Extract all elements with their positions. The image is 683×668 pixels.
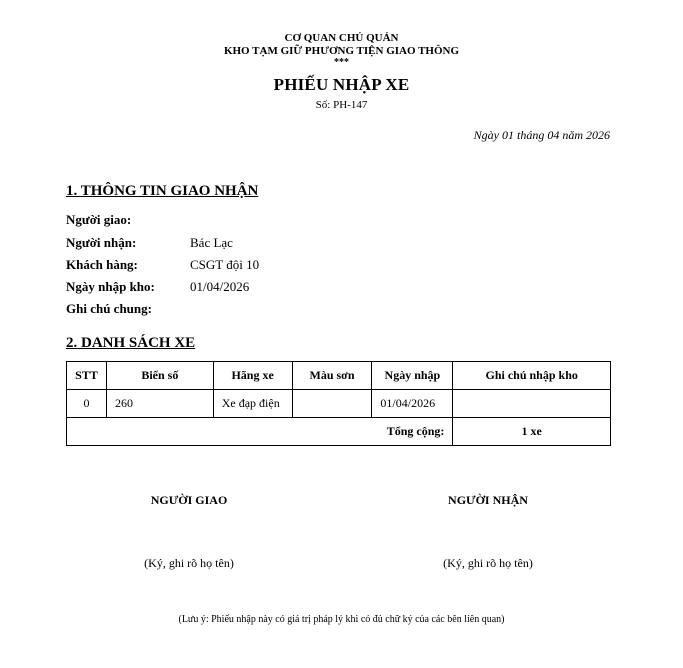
- cell-plate: 260: [106, 390, 213, 418]
- document-date: Ngày 01 tháng 04 năm 2026: [473, 128, 610, 142]
- table-row: [67, 390, 611, 418]
- column-header-plate: Biển số: [106, 362, 213, 390]
- signature-note-receiver: (Ký, ghi rõ họ tên): [443, 556, 533, 570]
- field-label-general-note: Ghi chú chung:: [66, 301, 152, 316]
- footnote: (Lưu ý: Phiếu nhập này có giá trị pháp lý khi có đủ chữ ký của các bên liên quan): [178, 614, 505, 625]
- signature-title-giver: NGƯỜI GIAO: [150, 493, 228, 507]
- org-subname: KHO TẠM GIỮ PHƯƠNG TIỆN GIAO THÔNG: [223, 45, 460, 57]
- column-header-brand: Hãng xe: [213, 362, 292, 390]
- cell-brand: Xe đạp điện: [213, 390, 292, 418]
- cell-note: [453, 390, 611, 418]
- separator: ***: [334, 57, 349, 68]
- column-header-date: Ngày nhập: [372, 362, 453, 390]
- signature-title-receiver: NGƯỜI NHẬN: [448, 493, 528, 507]
- field-label-customer: Khách hàng:: [66, 257, 138, 272]
- cell-date: 01/04/2026: [372, 390, 453, 418]
- total-value: 1 xe: [453, 418, 611, 446]
- section-heading-vehicle-list: 2. DANH SÁCH XE: [66, 335, 196, 351]
- table-total-row: [67, 418, 611, 446]
- signature-note-giver: (Ký, ghi rõ họ tên): [144, 556, 234, 570]
- column-header-note: Ghi chú nhập kho: [453, 362, 611, 390]
- cell-color: [292, 390, 372, 418]
- field-value-customer: CSGT đội 10: [190, 257, 260, 272]
- field-label-giver: Người giao:: [66, 212, 132, 227]
- total-label: Tổng cộng:: [67, 418, 453, 446]
- column-header-stt: STT: [67, 362, 107, 390]
- column-header-color: Màu sơn: [292, 362, 372, 390]
- page-title: PHIẾU NHẬP XE: [273, 75, 410, 94]
- cell-stt: 0: [67, 390, 107, 418]
- field-value-receiver: Bác Lạc: [190, 235, 233, 250]
- field-value-entry-date: 01/04/2026: [190, 279, 250, 294]
- table-header-row: [67, 362, 611, 390]
- vehicle-table: [66, 361, 611, 446]
- org-name: CƠ QUAN CHỦ QUẢN: [284, 32, 399, 44]
- field-label-entry-date: Ngày nhập kho:: [66, 279, 155, 294]
- document-number: Số: PH-147: [315, 99, 368, 111]
- section-heading-handover: 1. THÔNG TIN GIAO NHẬN: [66, 183, 259, 199]
- field-label-receiver: Người nhận:: [66, 235, 137, 250]
